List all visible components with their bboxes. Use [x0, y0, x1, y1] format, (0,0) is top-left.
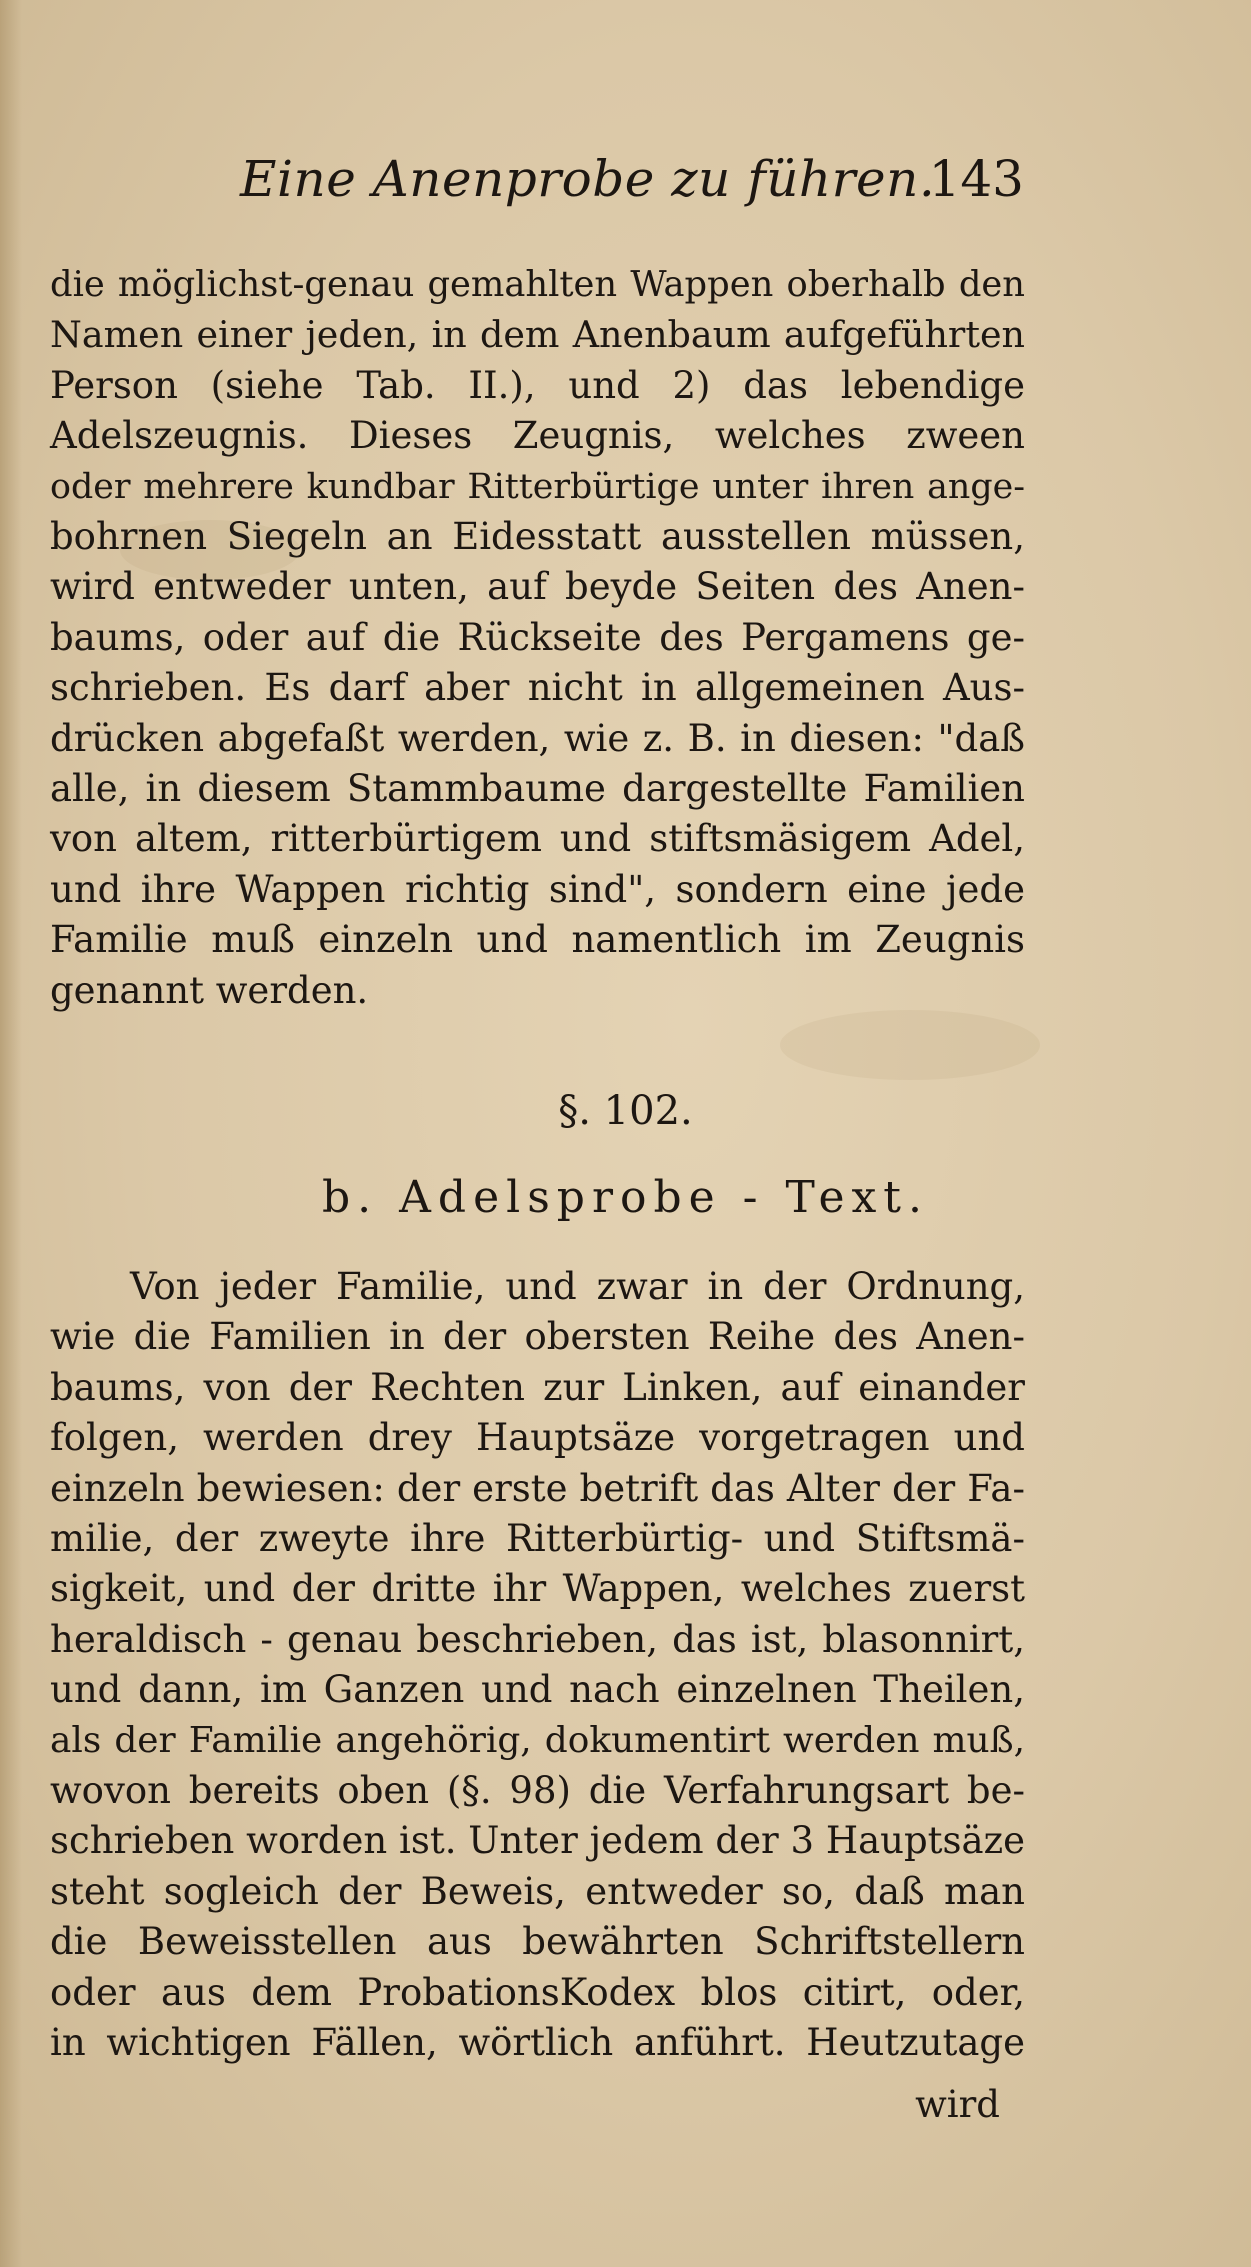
text-line: schrieben worden ist. Unter jedem der 3 Hauptsäze	[50, 1819, 1025, 1863]
text-line: von altem, ritterbürtigem und stiftsmäsigem Adel,	[50, 817, 1025, 861]
text-line: drücken abgefaßt werden, wie z. B. in diesen: "daß	[50, 716, 1025, 760]
text-line: in wichtigen Fällen, wörtlich anführt. Heutzutage	[50, 2021, 1025, 2065]
text-line: einzeln bewiesen: der erste betrift das Alter der Fa-	[50, 1466, 1025, 1510]
paragraph-2	[50, 1262, 1025, 2069]
section-number: §. 102.	[558, 1088, 693, 1134]
text-line: oder mehrere kundbar Ritterbürtige unter ihren ange-	[50, 466, 1025, 507]
text-line: sigkeit, und der dritte ihr Wappen, welches zuerst	[50, 1567, 1025, 1611]
text-line: oder aus dem ProbationsKodex blos citirt, oder,	[50, 1970, 1025, 2014]
text-line: steht sogleich der Beweis, entweder so, daß man	[50, 1869, 1025, 1913]
paragraph-1	[50, 260, 1025, 1016]
text-line: folgen, werden drey Hauptsäze vorgetragen und	[50, 1416, 1025, 1460]
text-line: wie die Familien in der obersten Reihe des Anen-	[50, 1315, 1025, 1359]
text-line: als der Familie angehörig, dokumentirt werden muß,	[50, 1719, 1025, 1761]
page-header	[240, 150, 1030, 230]
text-line: die Beweisstellen aus bewährten Schriftstellern	[50, 1920, 1025, 1964]
text-line: Von jeder Familie, und zwar in der Ordnung,	[130, 1265, 1025, 1308]
section-heading: b. Adelsprobe - Text.	[322, 1172, 929, 1223]
text-line: baums, von der Rechten zur Linken, auf einander	[50, 1365, 1025, 1409]
text-line: wird entweder unten, auf beyde Seiten des Anen-	[50, 565, 1025, 609]
text-line: Familie muß einzeln und namentlich im Zeugnis	[50, 918, 1025, 962]
text-line: alle, in diesem Stammbaume dargestellte Familien	[50, 767, 1025, 811]
paper-stain	[780, 1010, 1040, 1080]
text-line: die möglichst-genau gemahlten Wappen oberhalb den	[50, 264, 1025, 305]
text-line: milie, der zweyte ihre Ritterbürtig- und Stiftsmä-	[50, 1517, 1025, 1561]
page-number: 143	[928, 150, 1024, 208]
text-line: und dann, im Ganzen und nach einzelnen Theilen,	[50, 1668, 1025, 1712]
text-line: Person (siehe Tab. II.), und 2) das lebendige	[50, 363, 1025, 407]
text-line: baums, oder auf die Rückseite des Pergamens ge-	[50, 615, 1025, 659]
text-line: heraldisch - genau beschrieben, das ist, blasonnirt,	[50, 1617, 1025, 1661]
text-line: genannt werden.	[50, 968, 369, 1012]
text-line: Adelszeugnis. Dieses Zeugnis, welches zween	[50, 414, 1025, 458]
text-line: und ihre Wappen richtig sind", sondern eine jede	[50, 867, 1025, 911]
running-title: Eine Anenprobe zu führen.	[240, 150, 936, 208]
text-line: schrieben. Es darf aber nicht in allgemeinen Aus-	[50, 666, 1025, 710]
text-line: bohrnen Siegeln an Eidesstatt ausstellen müssen,	[50, 515, 1025, 559]
text-line: Namen einer jeden, in dem Anenbaum aufgeführten	[50, 313, 1025, 357]
catchword: wird	[915, 2083, 1000, 2126]
text-line: wovon bereits oben (§. 98) die Verfahrungsart be-	[50, 1769, 1025, 1813]
